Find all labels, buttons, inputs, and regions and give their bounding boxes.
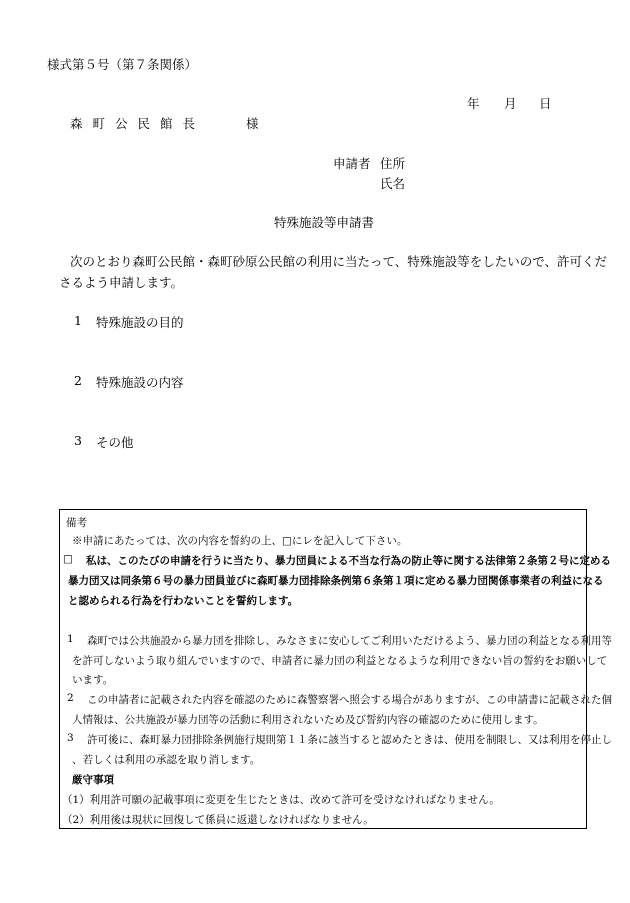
rules-heading: 厳守事項 [72,774,114,786]
honorific: 様 [246,116,259,131]
notes-instruction: ※申請にあたっては、次の内容を誓約の上、□にレを記入して下さい。 [72,535,408,547]
note-1-line-1: 森町では公共施設から暴力団を排除し、みなさまに安心してご利用いただけるよう、暴力団の利益となる利用等 [87,635,612,647]
document-title: 特殊施設等申請書 [274,215,375,230]
pledge-line-3: と認められる行為を行わないことを誓約します。 [68,595,299,607]
note-2-line-1: この申請者に記載された内容を確認のために森警察署へ照会する場合がありますが、この申請書に記載された個 [87,694,612,706]
applicant-label: 申請者 [333,156,371,171]
date-year-label: 年 [467,96,480,111]
pledge-checkbox[interactable]: □ [63,553,73,565]
note-1-line-2: を許可しないよう取り組んでいますので、申請者に暴力団の利益となるような利用できない旨の誓約をお願いして [72,655,608,667]
applicant-address-label: 住所 [380,156,406,171]
item-3-number: 3 [74,433,82,448]
intro-line-2: さるよう申請します。 [59,275,184,290]
date-day-label: 日 [539,96,552,111]
note-2-number: 2 [67,692,74,704]
pledge-line-1: 私は、このたびの申請を行うに当たり、暴力団員による不当な行為の防止等に関する法律第２条第２号に定める [86,555,611,567]
rule-1: （1）利用許可願の記載事項に変更を生じたときは、改めて許可を受けなければなりません。 [62,794,500,806]
notes-heading: 備考 [66,517,87,529]
note-3-line-1: 許可後に、森町暴力団排除条例施行規則第１１条に該当すると認めたときは、使用を制限し、又は利用を停止し [87,734,612,746]
note-3-line-2: 、若しくは利用の承認を取り消します。 [72,754,261,766]
item-1-number: 1 [74,313,82,328]
rule-2: （2）利用後は現状に回復して係員に返還しなければなりません。 [62,814,374,826]
notes-box [59,509,612,829]
note-2-line-2: 人情報は、公共施設が暴力団等の活動に利用されないため及び誓約内容の確認のために使用します。 [72,714,544,726]
note-1-line-3: います。 [72,674,114,686]
pledge-line-2: 暴力団又は同条第６号の暴力団員並びに森町暴力団排除条例第６条第１項に定める暴力団関係事業者の利益になる [68,575,604,587]
note-3-number: 3 [67,732,74,744]
note-1-number: 1 [67,633,74,645]
intro-line-1: 次のとおり森町公民館・森町砂原公民館の利用に当たって、特殊施設等をしたいので、許可くだ [70,254,608,269]
form-number: 様式第５号（第７条関係） [47,57,198,72]
item-2-label: 特殊施設の内容 [96,375,184,390]
addressee: 森町公民館長 [70,116,206,131]
item-3-label: その他 [96,435,134,450]
item-1-label: 特殊施設の目的 [96,315,184,330]
applicant-name-label: 氏名 [380,176,406,191]
date-month-label: 月 [504,96,517,111]
item-2-number: 2 [74,373,82,388]
